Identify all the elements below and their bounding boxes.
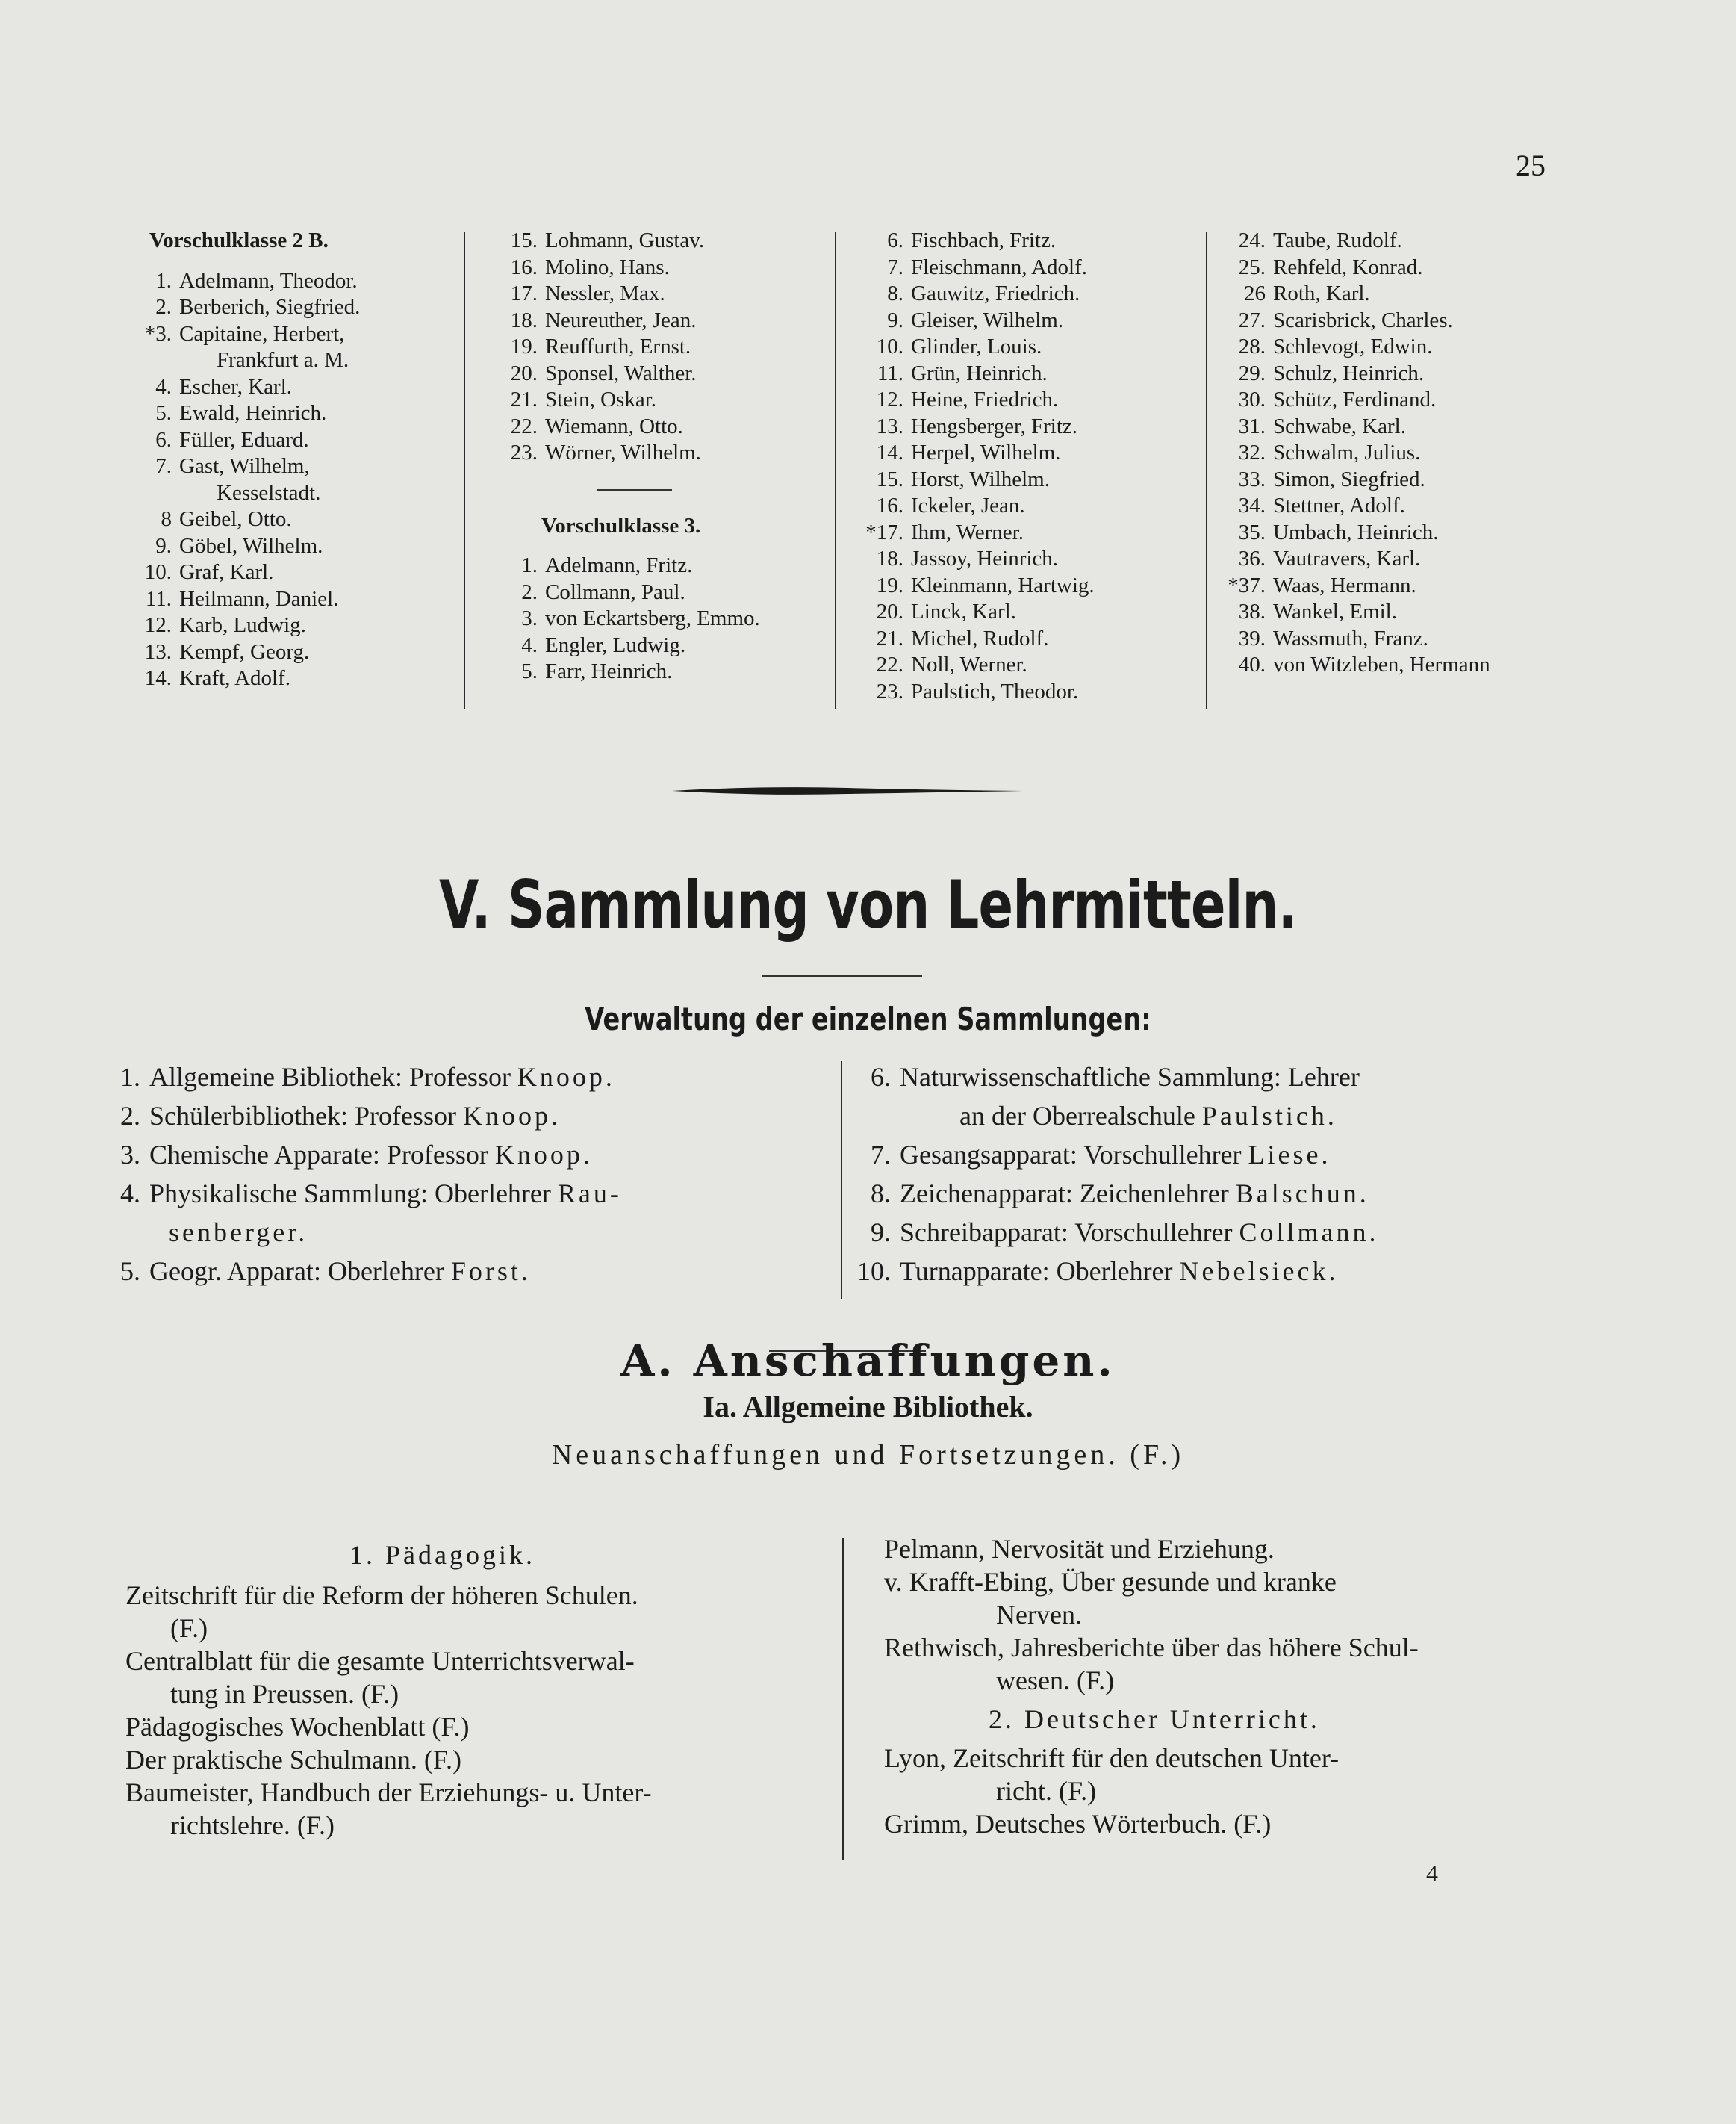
person-name: Collmann. [1239,1217,1379,1247]
list-number: 16. [510,255,538,279]
list-number: 8. [887,282,903,305]
student-name: Kleinmann, Hartwig. [911,573,1095,597]
student-name: Graf, Karl. [179,560,274,584]
collection-item [97,1252,829,1291]
name-list-item [485,228,836,255]
book-entry: Baumeister, Handbuch der Erziehungs- u. Unter- [125,1777,652,1807]
collection-text: Gesangsapparat: Vorschullehrer [900,1140,1248,1170]
list-number: 21. [876,626,903,650]
student-name: Grün, Heinrich. [911,361,1048,385]
list-number: 40. [1238,653,1266,677]
student-name: Schwalm, Julius. [1273,441,1421,465]
book-entry: v. Krafft-Ebing, Über gesunde und kranke [884,1567,1337,1597]
student-name: Ihm, Werner. [911,520,1024,544]
name-list-item [1213,467,1602,494]
student-name: Herpel, Wilhelm. [911,441,1061,465]
class-3-list-3 [1213,228,1602,679]
student-name: Linck, Karl. [911,600,1016,624]
column-divider [841,1061,842,1299]
list-number: 31. [1238,414,1266,438]
name-list-item [119,533,463,560]
book-entry: Zeitschrift für die Reform der höheren Schulen. [125,1580,638,1610]
student-name: Molino, Hans. [545,255,670,279]
person-name: Balschun. [1235,1179,1369,1208]
list-number: *17. [865,520,903,544]
item-number: 2. [120,1101,140,1131]
list-number: *37. [1228,573,1266,597]
student-name: Noll, Werner. [911,653,1027,677]
item-number: 7. [871,1140,891,1170]
list-number: 20. [876,600,903,624]
list-number: 19. [876,573,903,597]
name-list-item [1213,387,1602,414]
name-list-item [119,268,463,295]
book-entry: Lyon, Zeitschrift für den deutschen Unter- [884,1743,1340,1773]
name-list-item [1213,281,1602,308]
item-number: 1. [120,1062,140,1092]
book-entry: Grimm, Deutsches Wörterbuch. (F.) [884,1809,1272,1839]
column-divider [1206,232,1207,709]
name-list-item [851,626,1202,653]
student-name: Simon, Siegfried. [1273,467,1425,491]
student-name: Rehfeld, Konrad. [1273,255,1423,279]
item-number: 8. [871,1179,891,1208]
list-number: 11. [145,586,172,611]
name-list-item [851,573,1202,600]
name-list-item [119,347,463,374]
name-list-item [1213,599,1602,626]
collection-item [97,1174,829,1213]
name-list-item [851,361,1202,388]
list-number: 12. [876,388,903,412]
student-name: Reuffurth, Ernst. [545,335,691,358]
collection-text: Geogr. Apparat: Oberlehrer [149,1256,451,1286]
signature-mark: 4 [1426,1860,1438,1887]
name-list-item [119,400,463,427]
list-number: 17. [510,282,538,305]
name-list-item [851,440,1202,467]
student-name: Taube, Rudolf. [1273,229,1402,252]
name-list-item [485,633,836,659]
name-list-item [485,659,836,686]
person-name: Knoop. [517,1062,615,1092]
section-title: V. Sammlung von Lehrmitteln. [439,866,1297,943]
student-name: Gauwitz, Friedrich. [911,282,1080,305]
name-list-item [1213,546,1602,573]
name-list-item [851,679,1202,706]
person-name: Knoop. [462,1101,561,1131]
student-name: Heilmann, Daniel. [179,586,339,611]
list-number: 8 [161,507,172,531]
list-number: 28. [1238,335,1266,358]
person-name-continuation: senberger. [169,1217,308,1247]
name-list-item [485,255,836,282]
admin-list-right [847,1058,1594,1291]
collection-text: Schülerbibliothek: Professor [149,1101,463,1131]
student-name: Kempf, Georg. [179,639,310,664]
ornamental-rule [672,786,1023,796]
person-name: Liese. [1248,1140,1331,1170]
student-name: Escher, Karl. [179,374,293,399]
book-entry: Der praktische Schulmann. (F.) [125,1745,461,1774]
name-list-item [485,440,836,467]
list-number: 1. [521,553,538,577]
name-list-item [1213,573,1602,600]
student-name: Jassoy, Heinrich. [911,547,1059,571]
collection-item [847,1135,1594,1174]
name-list-item [119,639,463,666]
student-name: Adelmann, Theodor. [179,268,358,293]
book-entry: Pädagogisches Wochenblatt (F.) [125,1712,470,1742]
name-list-item [1213,440,1602,467]
student-name: Sponsel, Walther. [545,361,697,385]
collection-item [847,1213,1594,1252]
name-list-item [851,281,1202,308]
name-list-item [485,553,836,580]
list-number: 32. [1238,441,1266,465]
item-number: 6. [871,1062,891,1092]
list-number: 2. [521,580,538,604]
item-number: 10. [857,1256,891,1286]
list-number: 4. [521,633,538,657]
student-name: Michel, Rudolf. [911,626,1049,650]
name-list-item [1213,255,1602,282]
student-name: Glinder, Louis. [911,335,1042,358]
name-list-item [1213,626,1602,653]
name-list-item [485,580,836,606]
student-name: Collmann, Paul. [545,580,685,604]
name-list-item [119,321,463,348]
book-entry: Centralblatt für die gesamte Unterrichtsverwal- [125,1646,635,1676]
collection-text: Naturwissenschaftliche Sammlung: Lehrer [900,1062,1360,1092]
item-number: 3. [120,1140,140,1170]
student-name: Kraft, Adolf. [179,666,290,690]
name-list-item [485,308,836,335]
name-list-item [851,228,1202,255]
collection-item [847,1252,1594,1291]
name-list-item [119,665,463,692]
student-name: Karb, Ludwig. [179,613,306,637]
name-list-item [119,374,463,401]
name-list-item [1213,361,1602,388]
collection-text: Schreibapparat: Vorschullehrer [900,1217,1239,1247]
admin-heading: Verwaltung der einzelnen Sammlungen: [585,1001,1151,1037]
student-name: Ewald, Heinrich. [179,401,327,425]
student-name: Horst, Wilhelm. [911,467,1050,491]
books-right [884,1533,1601,1840]
student-name: Ickeler, Jean. [911,494,1025,518]
collection-item [97,1135,829,1174]
list-number: 4. [155,374,172,399]
student-name: Hengsberger, Fritz. [911,414,1077,438]
collection-text: Chemische Apparate: Professor [149,1140,495,1170]
student-name: Fischbach, Fritz. [911,229,1057,252]
list-number: 19. [510,335,538,358]
list-number: 2. [155,295,172,319]
list-number: 13. [876,414,903,438]
name-list-item [851,599,1202,626]
list-number: 39. [1238,626,1266,650]
list-number: 10. [876,335,903,358]
list-number: 15. [510,229,538,252]
list-number: 10. [144,560,172,584]
list-number: 9. [155,533,172,558]
list-number: 12. [144,613,172,637]
list-number: 11. [877,361,903,385]
student-name: Schütz, Ferdinand. [1273,388,1437,412]
student-name: Wörner, Wilhelm. [545,441,701,465]
student-name: Roth, Karl. [1273,282,1370,305]
person-name: Nebelsieck. [1179,1256,1339,1286]
name-list-item [851,414,1202,441]
list-number: 29. [1238,361,1266,385]
class-2b-list-1 [119,228,463,692]
student-name: Capitaine, Herbert, [179,321,345,346]
student-name: Adelmann, Fritz. [545,553,693,577]
list-number: 18. [876,547,903,571]
book-entry-continuation: tung in Preussen. (F.) [170,1679,399,1709]
book-entry: Pelmann, Nervosität und Erziehung. [884,1534,1275,1564]
library-subtitle: Ia. Allgemeine Bibliothek. [703,1390,1033,1423]
list-number: 9. [887,308,903,332]
column-divider [835,232,836,709]
list-number: 26 [1244,282,1266,305]
collection-item [847,1174,1594,1213]
name-list-item [851,334,1202,361]
student-name: Wiemann, Otto. [545,414,683,438]
list-number: 5. [521,659,538,683]
student-name: Paulstich, Theodor. [911,679,1079,704]
student-name: Fleischmann, Adolf. [911,255,1088,279]
list-number: 15. [876,467,903,491]
name-list-item [485,361,836,388]
list-number: 3. [521,606,538,630]
list-number: 22. [876,653,903,677]
column-divider [464,232,465,709]
name-list-item [1213,493,1602,520]
student-name: Schwabe, Karl. [1273,414,1406,438]
name-list-item [119,480,463,507]
name-list-item [851,387,1202,414]
pedagogy-heading: 1. Pädagogik. [349,1540,535,1570]
name-list-item [119,453,463,480]
student-name: Füller, Eduard. [179,427,309,452]
student-name: Farr, Heinrich. [545,659,673,683]
student-name: Waas, Hermann. [1273,573,1416,597]
student-name: Göbel, Wilhelm. [179,533,323,558]
name-list-item [119,427,463,454]
student-name: Neureuther, Jean. [545,308,697,332]
name-list-item [485,334,836,361]
collection-item [97,1058,829,1096]
student-name: Stein, Oskar. [545,388,657,412]
name-list-item [851,467,1202,494]
list-number: 22. [510,414,538,438]
item-number: 4. [120,1179,140,1208]
list-number: 6. [155,427,172,452]
list-number: 30. [1238,388,1266,412]
list-number: 23. [876,679,903,704]
person-name: Forst. [450,1256,531,1286]
student-name: Gleiser, Wilhelm. [911,308,1064,332]
student-name: Wassmuth, Franz. [1273,626,1428,650]
collection-item [97,1096,829,1135]
student-name: Kesselstadt. [217,480,321,505]
name-list-item [851,520,1202,547]
list-number: 20. [510,361,538,385]
books-left [125,1538,827,1842]
student-name: Engler, Ludwig. [545,633,686,657]
collection-text: Allgemeine Bibliothek: Professor [149,1062,517,1092]
collection-text: Turnapparate: Oberlehrer [900,1256,1180,1286]
name-list-item [1213,652,1602,679]
list-number: 23. [510,441,538,465]
collection-text: Zeichenapparat: Zeichenlehrer [900,1179,1236,1208]
new-acquisitions-heading: Neuanschaffungen und Fortsetzungen. (F.) [551,1439,1185,1471]
name-list-item [119,612,463,639]
student-name: Heine, Friedrich. [911,388,1059,412]
list-number: 35. [1238,520,1266,544]
column-divider [842,1538,844,1860]
name-list-item [119,559,463,586]
name-list-item [119,586,463,613]
name-list-item [851,255,1202,282]
list-number: 7. [887,255,903,279]
book-entry-continuation: richt. (F.) [996,1776,1097,1806]
book-entry-continuation: Nerven. [996,1600,1082,1630]
student-name: Berberich, Siegfried. [179,295,361,319]
student-name: Vautravers, Karl. [1273,547,1421,571]
person-name: Paulstich. [1201,1101,1337,1131]
name-list-item [485,387,836,414]
person-name: Knoop. [494,1140,593,1170]
list-number: 38. [1238,600,1266,624]
item-number: 9. [871,1217,891,1247]
book-entry-continuation: wesen. (F.) [996,1665,1115,1695]
class-3-heading: Vorschulklasse 3. [541,513,701,538]
name-list-item [485,281,836,308]
student-name: Lohmann, Gustav. [545,229,705,252]
student-name: Stettner, Adolf. [1273,494,1405,518]
name-list-item [485,414,836,441]
student-name: Umbach, Heinrich. [1273,520,1439,544]
name-list-item [1213,334,1602,361]
student-name: Schlevogt, Edwin. [1273,335,1433,358]
student-name: von Eckartsberg, Emmo. [545,606,760,630]
name-list-item [119,506,463,533]
collection-item [847,1058,1594,1096]
student-name: Wankel, Emil. [1273,600,1397,624]
student-name: von Witzleben, Hermann [1273,653,1490,677]
list-number: 34. [1238,494,1266,518]
name-list-item [851,493,1202,520]
admin-list-left [97,1058,829,1291]
name-list-item [1213,228,1602,255]
student-name: Gast, Wilhelm, [179,454,310,478]
person-name: Rau- [557,1179,622,1208]
name-list-item [485,606,836,633]
class-2b-heading: Vorschulklasse 2 B. [149,229,329,252]
list-number: 7. [155,454,172,478]
acquisitions-title: A. Anschaffungen. [620,1335,1116,1386]
book-entry-continuation: richtslehre. (F.) [170,1810,335,1840]
collection-text: Physikalische Sammlung: Oberlehrer [149,1179,558,1208]
book-entry-continuation: (F.) [170,1613,208,1643]
german-heading: 2. Deutscher Unterricht. [989,1704,1320,1734]
list-number: 13. [144,639,172,664]
list-number: 14. [144,666,172,690]
collection-item-continuation [847,1096,1594,1135]
student-name: Nessler, Max. [545,282,665,305]
list-number: 6. [887,229,903,252]
list-number: 25. [1238,255,1266,279]
class-3-list-2 [851,228,1202,705]
list-number: 27. [1238,308,1266,332]
book-entry: Rethwisch, Jahresberichte über das höhere Schul- [884,1633,1419,1662]
list-number: 36. [1238,547,1266,571]
name-list-item [1213,414,1602,441]
list-number: 21. [510,388,538,412]
student-name: Frankfurt a. M. [217,348,349,372]
page-number: 25 [1516,149,1546,182]
class-2b-list-2 [485,228,836,686]
list-number: 16. [876,494,903,518]
name-list-item [1213,520,1602,547]
item-number: 5. [120,1256,140,1286]
title-rule [762,975,922,977]
name-list-item [119,294,463,321]
name-list-item [851,308,1202,335]
list-number: 5. [155,401,172,425]
collection-text: an der Oberrealschule [959,1101,1202,1131]
name-list-item [851,652,1202,679]
student-name: Scarisbrick, Charles. [1273,308,1453,332]
list-number: 24. [1238,229,1266,252]
list-number: *3. [144,321,172,346]
name-list-item [851,546,1202,573]
name-list-item [1213,308,1602,335]
list-number: 1. [155,268,172,293]
list-number: 18. [510,308,538,332]
list-number: 33. [1238,467,1266,491]
list-number: 14. [876,441,903,465]
student-name: Schulz, Heinrich. [1273,361,1425,385]
student-name: Geibel, Otto. [179,507,292,531]
